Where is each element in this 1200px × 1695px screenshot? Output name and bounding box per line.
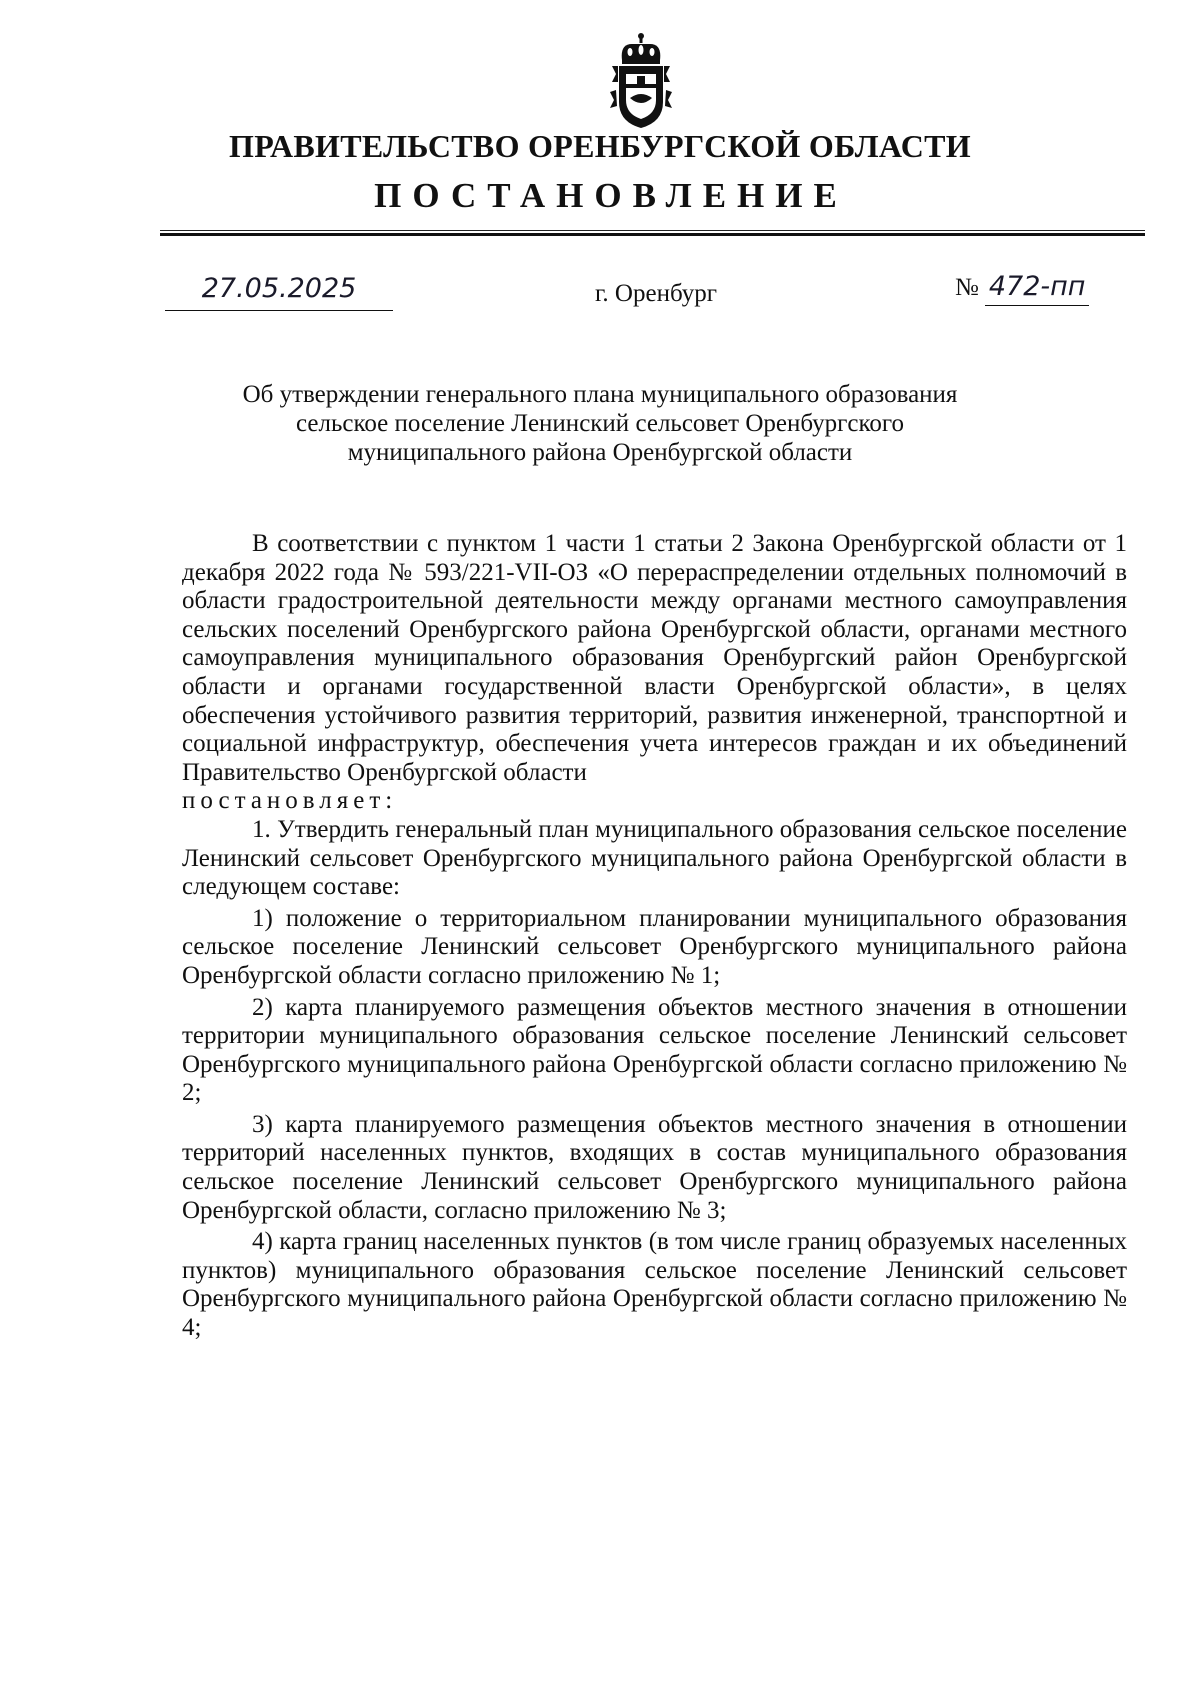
orenburg-region-coat-of-arms-icon bbox=[610, 30, 672, 130]
document-body bbox=[182, 530, 1127, 1343]
resolves-paragraph bbox=[182, 787, 1127, 816]
list-item: 1) положение о территориальном планировании муниципального образования сельское поселение Ленинский сельсовет Оренбургского муниципального района Оренбургской области согласно приложению № 1; bbox=[182, 904, 1127, 989]
document-number bbox=[955, 268, 1089, 308]
subject-line: Об утверждении генерального плана муниципального образования bbox=[242, 381, 958, 408]
document-number-prefix: № bbox=[955, 274, 979, 301]
government-name-heading: ПРАВИТЕЛЬСТВО ОРЕНБУРГСКОЙ ОБЛАСТИ bbox=[229, 128, 971, 164]
list-item: 3) карта планируемого размещения объектов местного значения в отношении территорий населенных пунктов, входящих в состав муниципального образования сельское поселение Ленинский сельсовет Оренбургского муниципального района Оренбургской области, согласно приложению № 3; bbox=[182, 1110, 1127, 1224]
document-date: 27.05.2025 bbox=[165, 270, 393, 311]
document-number-value: 472-пп bbox=[985, 269, 1090, 306]
list-item: 4) карта границ населенных пунктов (в том числе границ образуемых населенных пунктов) муниципального образования сельское поселение Ленинский сельсовет Оренбургского муниципального района Оренбургской области согласно приложению № 4; bbox=[182, 1228, 1127, 1342]
list-item: 2) карта планируемого размещения объектов местного значения в отношении территории муниципального образования сельское поселение Ленинский сельсовет Оренбургского муниципального района Оренбургской области согласно приложению № 2; bbox=[182, 993, 1127, 1107]
document-type-heading: ПОСТАНОВЛЕНИЕ bbox=[374, 176, 848, 215]
subject-line: сельское поселение Ленинский сельсовет Оренбургского bbox=[296, 410, 904, 437]
point-1-paragraph: 1. Утвердить генеральный план муниципального образования сельское поселение Ленинский сельсовет Оренбургского муниципального района Оренбургской области в следующем составе: bbox=[182, 815, 1127, 901]
resolves-word: постановляет: bbox=[182, 787, 398, 815]
document-city: г. Оренбург bbox=[595, 280, 717, 307]
document-subject bbox=[180, 380, 1020, 467]
subject-line: муниципального района Оренбургской области bbox=[347, 439, 853, 466]
preamble-paragraph: В соответствии с пунктом 1 части 1 статьи 2 Закона Оренбургской области от 1 декабря 2022 года № 593/221-VII-ОЗ «О перераспределении отдельных полномочий в области градостроительной деятельности между органами местного самоуправления сельских поселений Оренбургского района Оренбургской области, органами местного самоуправления муниципального образования Оренбургский район Оренбургской области и органами государственной власти Оренбургской области», в целях обеспечения устойчивого развития территорий, развития инженерной, транспортной и социальной инфраструктур, обеспечения учета интересов граждан и их объединений Правительство Оренбургской области bbox=[182, 530, 1127, 786]
header-rule-thick bbox=[160, 233, 1145, 236]
header-rule-thin bbox=[160, 230, 1145, 231]
